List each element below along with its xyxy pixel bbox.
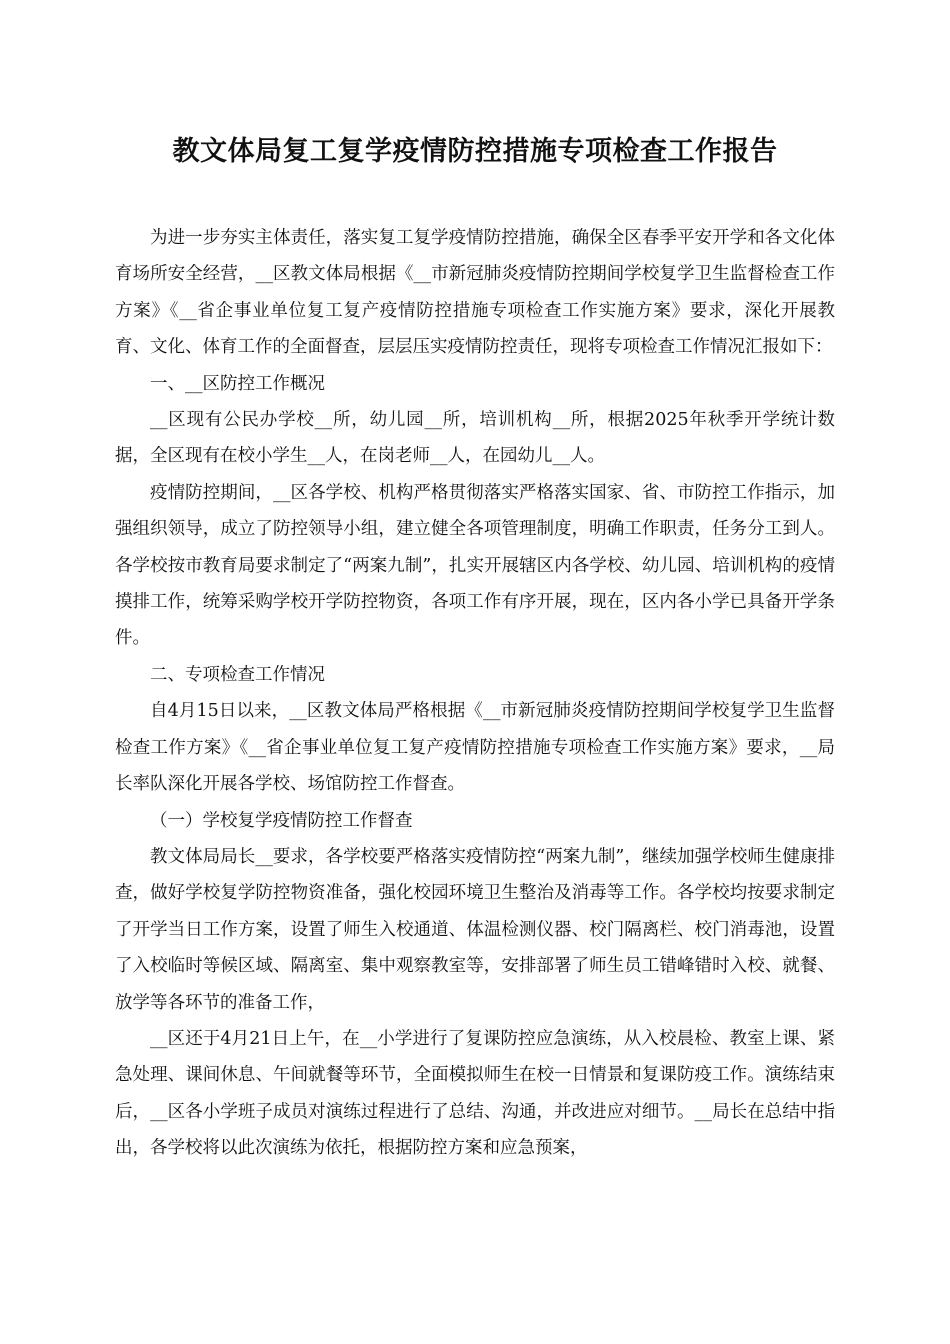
subsection-heading-school: （一）学校复学疫情防控工作督查: [150, 810, 413, 831]
inspection-paragraph: 自4月15日以来，__区教文体局严格根据《__市新冠肺炎疫情防控期间学校复学卫生监督检查工作方案》《__省企事业单位复工复产疫情防控措施专项检查工作实施方案》要求，__局长率队深化开展各学校、场馆防控工作督查。: [115, 701, 835, 795]
section-heading-inspection: 二、专项检查工作情况: [150, 664, 325, 685]
school-inspection-paragraph: 教文体局局长__要求，各学校要严格落实疫情防控“两案九制”，继续加强学校师生健康排查，做好学校复学防控物资准备，强化校园环境卫生整治及消毒等工作。各学校均按要求制定了开学当日工作方案，设置了师生入校通道、体温检测仪器、校门隔离栏、校门消毒池，设置了入校临时等候区域、隔离室、集中观察教室等，安排部署了师生员工错峰错时入校、就餐、放学等各环节的准备工作，: [115, 846, 835, 1013]
document-body: [115, 220, 835, 1167]
intro-paragraph: 为进一步夯实主体责任，落实复工复学疫情防控措施，确保全区春季平安开学和各文化体育场所安全经营，__区教文体局根据《__市新冠肺炎疫情防控期间学校复学卫生监督检查工作方案》《__省企事业单位复工复产疫情防控措施专项检查工作实施方案》要求，深化开展教育、文化、体育工作的全面督查，层层压实疫情防控责任，现将专项检查工作情况汇报如下：: [115, 228, 835, 358]
drill-paragraph: __区还于4月21日上午，在__小学进行了复课防控应急演练，从入校晨检、教室上课、紧急处理、课间休息、午间就餐等环节，全面模拟师生在校一日情景和复课防疫工作。演练结束后，__区各小学班子成员对演练过程进行了总结、沟通，并改进应对细节。__局长在总结中指出，各学校将以此次演练为依托，根据防控方案和应急预案，: [115, 1028, 835, 1159]
prevention-paragraph: 疫情防控期间，__区各学校、机构严格贯彻落实严格落实国家、省、市防控工作指示，加强组织领导，成立了防控领导小组，建立健全各项管理制度，明确工作职责，任务分工到人。各学校按市教育局要求制定了“两案九制”，扎实开展辖区内各学校、幼儿园、培训机构的疫情摸排工作，统筹采购学校开学防控物资，各项工作有序开展，现在，区内各小学已具备开学条件。: [115, 482, 835, 649]
overview-paragraph: __区现有公民办学校__所，幼儿园__所，培训机构__所，根据2025年秋季开学统计数据，全区现有在校小学生__人，在岗老师__人，在园幼儿__人。: [115, 410, 835, 467]
section-heading-overview: 一、__区防控工作概况: [150, 373, 325, 394]
document-title: 教文体局复工复学疫情防控措施专项检查工作报告: [172, 136, 778, 167]
